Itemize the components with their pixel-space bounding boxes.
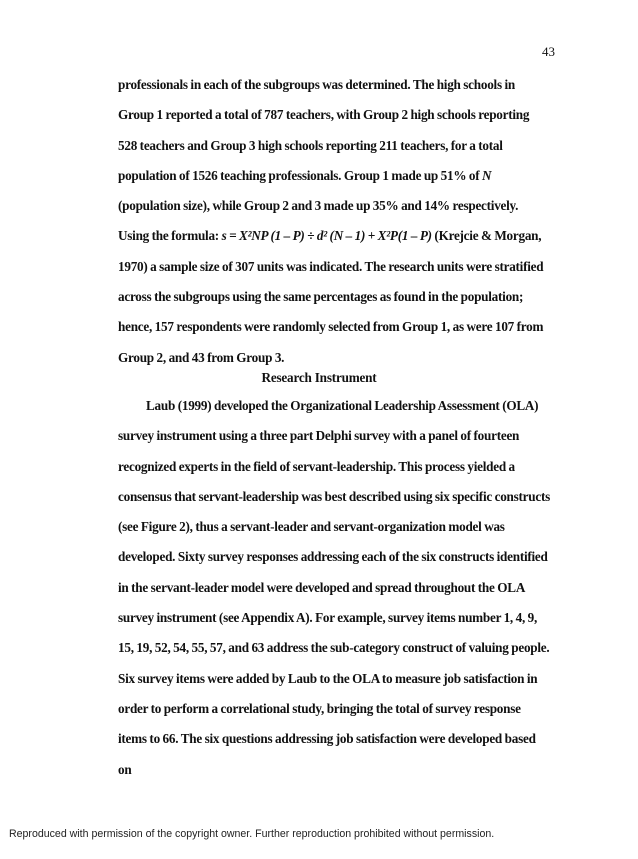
paragraph-text: Laub (1999) developed the Organizational Leadership Assessment (OLA) survey instrument using a three part Delphi survey with a panel of fourteen recognized experts in the field of servant-leadership. This process yielded a consensus that servant-leadership was best described using six specific constructs (see Figure 2), thus a servant-leader and servant-organization model was developed. Sixty survey responses addressing each of the six constructs identified in the servant-leader model were developed and spread throughout the OLA survey instrument (see Appendix A). For example, survey items number 1, 4, 9, 15, 19, 52, 54, 55, 57, and 63 address the sub-category construct of valuing people. Six survey items were added by Laub to the OLA to measure job satisfaction in order to perform a correlational study, bringing the total of survey response items to 66. The six questions addressing job satisfaction were developed based on [118,398,550,777]
paragraph-tail-text: (Krejcie & Morgan, 1970) a sample size of 307 units was indicated. The research units were stratified across the subgroups using the same percentages as found in the population; hence, 157 respondents were randomly selected from Group 1, as were 107 from Group 2, and 43 from Group 3. [118,228,544,365]
paragraph-text [118,70,550,373]
copyright-notice: Reproduced with permission of the copyright owner. Further reproduction prohibited without permission. [9,828,495,840]
paragraph-lead-text: professionals in each of the subgroups was determined. The high schools in Group 1 reported a total of 787 teachers, with Group 2 high schools reporting 528 teachers and Group 3 high schools reporting 211 teachers, for a total population of 1526 teaching professionals. Group 1 made up 51% of [118,77,530,183]
page-number: 43 [542,44,555,59]
paragraph-research-instrument [118,391,550,785]
section-heading-research-instrument: Research Instrument [261,370,377,385]
population-symbol: N [482,167,492,183]
paragraph-middle-text: (population size), while Group 2 and 3 made up 35% and 14% respectively. Using the formula: [118,198,519,244]
paragraph-sample-population [118,70,550,373]
sample-size-formula: s = X²NP (1 – P) ÷ d² (N – 1) + X²P(1 – P) [221,228,432,244]
